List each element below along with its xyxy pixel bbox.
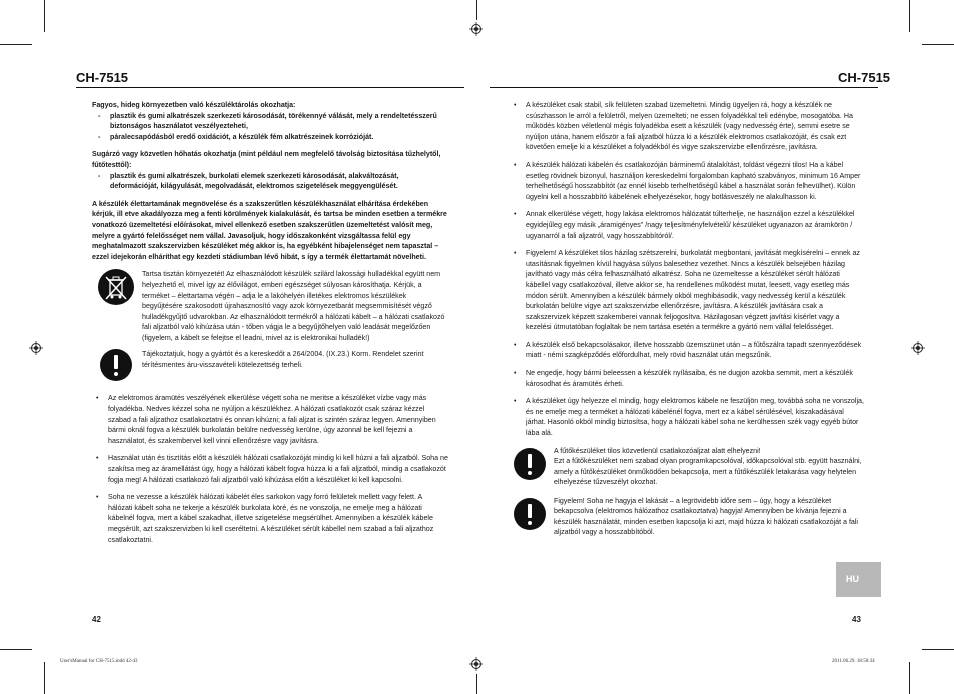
crossed-out-bin-icon [98,269,134,305]
crop-mark [0,44,32,45]
list-item: • A készüléket úgy helyezze el mindig, hogy elektromos kábele ne feszüljön meg, továbbá soha ne vonszolja, és ne emelje meg a terméket a hálózati kábelénél fogva, mert ez a kábel sérülésével, kiszakadásával járhat. Hasonló okból mindig biztosítsa, hogy a hálózati kábel soha ne kerülhessen szék vagy egyéb bútor lába alá. [510,396,865,438]
exclamation-icon [514,448,546,480]
crop-mark [922,649,954,650]
exclamation-icon [100,349,132,381]
unattended-warning [510,496,865,540]
storage-cold-item: - páralecsapódásból eredő oxidációt, a készülék fém alkatrészeinek korrózióját. [92,132,448,143]
crop-mark [0,649,32,650]
crop-mark [44,662,45,694]
list-item: • Használat után és tisztítás előtt a készülék hálózati csatlakozóját mindig ki kell húzni a fali aljzatból. Soha ne szakítsa meg az áramellátást úgy, hogy a hálózati kábelt fogva húzza ki a fali aljzatból, mindig a csatlakozót fogja meg! A hálózati csatlakozó fali aljzatból való kihúzása előtt a készüléket ki kell kapcsolni. [92,453,448,485]
print-datetime: 2011.06.29. 18:50:34 [832,659,875,664]
crop-mark [44,0,45,32]
outlet-warning [510,446,865,490]
exclamation-icon [514,498,546,530]
header-rule-left [76,87,464,88]
model-title-left: CH-7515 [76,70,129,85]
crop-mark [476,0,477,20]
crop-mark [476,674,477,694]
heat-exposure-title: Sugárzó vagy közvetlen hőhatás okozhatja (mint például nem megfelelő távolság biztosítása tűzhelytől, fűtőtesttől): [92,150,441,169]
right-column [510,100,865,540]
return-notice [92,349,448,387]
heat-exposure-item: - plasztik és gumi alkatrészek, burkolati elemek szerkezeti károsodását, alakváltozását, deformációját, kilágyulását, megolvadását, elektromos szigetelések meggyengülését. [92,171,448,192]
page-number-right: 43 [852,615,861,624]
timer-warning-text: Ezt a fűtőkészüléket nem szabad olyan programkapcsolóval, időkapcsolóval stb. együtt használni, amely a fűtőkészüléket önműködően bekapcsolja, mert a fűtőkészülék letakarása vagy helytelen elhelyezése tűzveszélyt okozhat. [554,457,862,487]
unattended-warning-text: Figyelem! Soha ne hagyja el lakását – a legrövidebb időre sem – úgy, hogy a készüléket bekapcsolva (elektromos hálózathoz csatlakoztatva) hagyja! Amennyiben be kívánja fejezni a készülék használatát, minden esetben kapcsolja ki azt, majd húzza ki hálózati csatlakozóját a fali aljzatból vagy a hosszabbítóból. [554,496,859,537]
weee-text: Tartsa tisztán környezetét! Az elhasználódott készülék szilárd lakossági hulladékkal együtt nem helyezhető el, mivel így az élővilágot, emberi egészséget súlyosan károsíthatja. Kérjük, a terméket – élettartama végén – adja le a lakóhelyén illetékes elektromos készülékek begyűjtésére szakosodott újrahasznosító vagy azok környezetbarát megsemmisítését végző hulladékgyűjtő udvarokban. Az elhasználódott termékről a hálózati kábelt – a hálózati csatlakozó fali aljzatból való kihúzása után - tőben vágja le a begyűjtőhelyen való leadását megelőzően (figyelem, a kábelt se felejtse el leadni, mivel az is elektronikai hulladék!) [142,270,445,342]
list-item: • Az elektromos áramütés veszélyének elkerülése végett soha ne meritse a készüléket vízbe vagy más folyadékba. Nedves kézzel soha ne nyúljon a készülékhez. A hálózati csatlakozót csak száraz kézzel szabad a fali aljzathoz csatlakoztatni és onnan kihúzni; a fali aljzat is szintén száraz legyen. Amennyiben bármi oknál fogva a készülék burkolatán belülre nedvesség kerülne, úgy azonnal be kell fejezni a használatot, és szakembervel kell vinni ellenőrzésre vagy javításra. [92,393,448,446]
lifetime-paragraph: A készülék élettartamának megnövelése és a szakszerűtlen készülékhasználat elhárítása érdekében kérjük, ill etve akadályozza meg a fenti körülmények kialakulását, és tartsa be minden esetben a termékre vonatkozó üzemeltetési előírásokat, mivel ellenkező esetben szakszerűtlen üzemeltetést valósít meg, melyre a gyártó felelősséget nem vállal. Javasoljuk, hogy időszakonként vizsgáltassa felül egy meghatalmazott szakszervizben készüléket még akkor is, ha egyébként hibajelenséget nem tapasztal – ezzel idejekorán elháríthat egy kezdeti stádiumban lévő hibát, s így a termék élettartamát növelheti. [92,199,447,261]
registration-mark-icon [469,22,483,36]
registration-mark-icon [911,341,925,355]
list-item: • Figyelem! A készüléket tilos házilag szétszerelni, burkolatát megbontani, javítását megkísérelni – ennek az utasításnak figyelmen kívül hagyása súlyos balesethez vezethet. Nincs a készülék belsejében házilag javítható vagy más célra felhasználható alkatrész. Soha ne üzemeltesse a készüléket sérült hálózati kábellel vagy csatlakozóval, illetve akkor se, ha rendellenes működést mutat, leesett, vagy esetleg más módon sérült. Amennyiben a készülék bármely okból meghibásodik, vagy nedvesség kerül a készülék burkolatán belülre vigye azt szakszervizbe ellenőrzésre, javításra. A készülék javítására csak a szakszervizek képzett szakemberei vannak feljogosítva. Házilagosan végzett javítási kísérlet vagy a kezelési útmutatóban foglaltak be nem tartása esetén a termékre a gyártó nem vállal felelősséget. [510,248,865,333]
language-tab: HU [836,562,881,597]
left-column [92,100,448,552]
page-number-left: 42 [92,615,101,624]
header-rule-right [490,87,878,88]
crop-mark [922,44,954,45]
crop-mark [909,0,910,32]
weee-notice [92,269,448,343]
crop-mark [909,662,910,694]
storage-cold-item: - plasztik és gumi alkatrészek szerkezeti károsodását, törékennyé válását, mely a rendeltetésszerű biztonságos használatot veszélyezteheti, [92,111,448,132]
registration-mark-icon [29,341,43,355]
outlet-warning-line: A fűtőkészüléket tilos közvetlenül csatlakozóaljzat alatt elhelyezni! [554,446,761,455]
storage-cold-title: Fagyos, hideg környezetben való készüléktárolás okozhatja: [92,101,296,109]
list-item: • A készülék hálózati kábelén és csatlakozóján bárminemű átalakítást, toldást végezni tilos! Ha a kábel esetleg rövidnek bizonyul, használjon kereskedelmi forgalomban kapható szabványos, minimum 16 Amper terhelhetőségű hosszabbítót (az ennél kisebb terhelhetőségű kábel a használat során felhevülhet). Külön ügyelni kell a hosszabbító kábelének elhelyezésekor, hogy botlásveszély ne alakulhasson ki. [510,160,865,202]
registration-mark-icon [469,657,483,671]
list-item: • Ne engedje, hogy bármi beleessen a készülék nyílásaiba, és ne dugjon azokba semmit, mert a készülék károsodhat és áramütés érheti. [510,368,865,389]
return-text: Tájékoztatjuk, hogy a gyártót és a kereskedőt a 264/2004. (IX.23.) Korm. Rendelet szerint térítésmentes áru-visszavételi kötelezettség terheli. [142,350,424,370]
list-item: • Annak elkerülése végett, hogy lakása elektromos hálózatát túlterhelje, ne használjon ezzel a készülékkel egyidejűleg egy másik „áramigényes" /nagy teljesítményfelvételű/ készüléket ugyanazon az áramkörön / ugyanarról a fali aljzatról, vagy hosszabbítóról/. [510,209,865,241]
file-slug: User'sManual for CH-7515.indd 42-43 [60,659,138,664]
list-item: • Soha ne vezesse a készülék hálózati kábelét éles sarkokon vagy forró felületek mellett vagy felett. A hálózati kábelt soha ne tekerje a készülék burkolata köré, és ne vonszolja, ne emelje meg a hálózati kábelnél fogva, mert a kábel szakadhat, illetve szigetelése megsérülhet. Amennyiben a készülék kábele megsérült, azt szakszervizben ki kell cseréltetni. A készüléket sérült kábellel nem szabad a fali aljzathoz csatlakoztatni. [92,492,448,545]
list-item: • A készüléket csak stabil, sík felületen szabad üzemeltetni. Mindig ügyeljen rá, hogy a készülék ne csúszhasson le arról a felületről, melyen üzemelteti; ne essen folyadékkal teli edénybe, mosogatóba. Ha működés közben véletlenül mégis folyadékba esett a készülék (vagy nedvesség érte), semmi esetre se nyúljon utána, hanem először a fali aljzatból húzza ki a készülék elektromos csatlakozóját, és csak ezt követően emelje ki a készüléket a folyadékból és vigye szakszervizbe ellenőrzésre, javításra. [510,100,865,153]
list-item: • A készülék első bekapcsolásakor, illetve hosszabb üzemszünet után – a fűtőszálra tapadt szennyeződések miatt - némi szagképződés előfordulhat, mely rövid használat után megszűnik. [510,340,865,361]
model-title-right: CH-7515 [838,70,891,85]
